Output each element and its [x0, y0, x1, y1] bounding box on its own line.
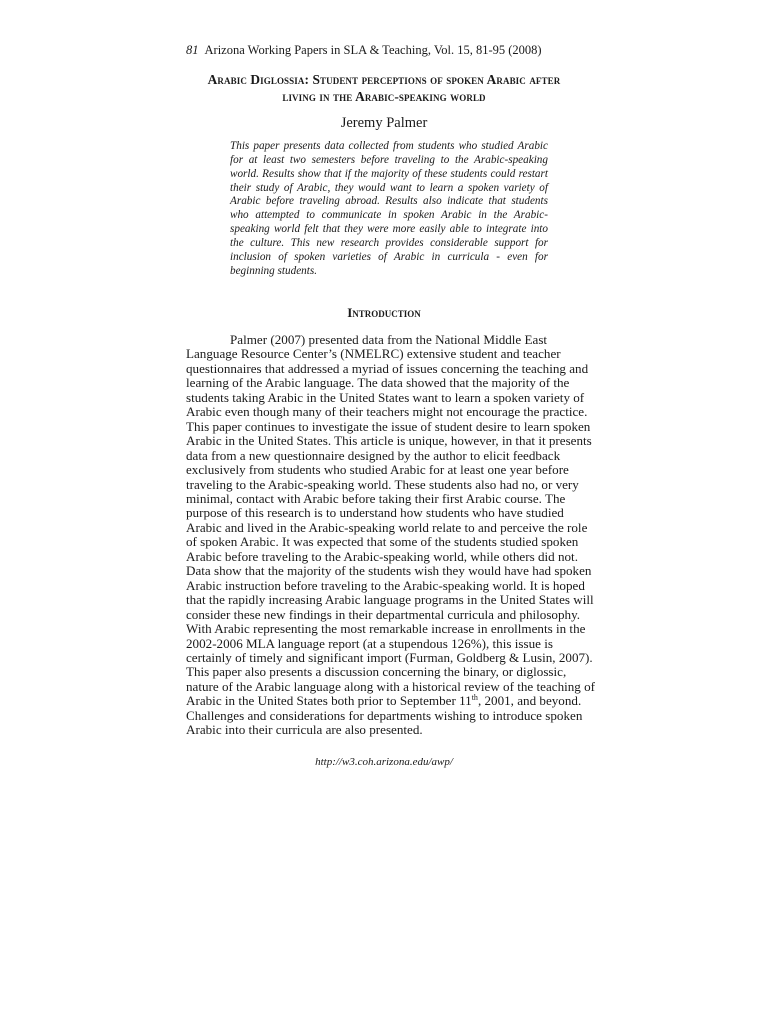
body-line: Data show that the majority of the students wish they would have had spoken [186, 563, 592, 579]
abstract [230, 140, 548, 278]
body-line: This paper also presents a discussion concerning the binary, or diglossic, [186, 664, 567, 680]
body-line: consider these new findings in their departmental curricula and philosophy. [186, 606, 581, 622]
title-line: Arabic Diglossia: Student perceptions of spoken Arabic after [207, 72, 561, 87]
body-line: exclusively from students who studied Arabic for at least one year before [186, 462, 569, 478]
abstract-line: inclusion of spoken varieties of Arabic in curricula - even for [230, 250, 548, 263]
body-line: Arabic even though many of their teachers might not encourage the practice. [186, 404, 588, 420]
body-line: Arabic instruction before traveling to the Arabic-speaking world. It is hoped [186, 577, 585, 593]
body-line: data from a new questionnaire designed by the author to elicit feedback [186, 447, 561, 463]
footer-url: http://w3.coh.arizona.edu/awp/ [315, 756, 453, 768]
body-line: With Arabic representing the most remarkable increase in enrollments in the [186, 621, 586, 637]
body-line: Arabic in the United States. This article is unique, however, in that it presents [186, 433, 592, 449]
body-line: traveling to the Arabic-speaking world. These students also had no, or very [186, 476, 579, 492]
body-line: This paper continues to investigate the issue of student desire to learn spoken [186, 418, 591, 434]
abstract-line: world. Results show that if the majority of these students could restart [230, 167, 548, 180]
ordinal-superscript: th [471, 693, 478, 703]
abstract-line: This paper presents data collected from students who studied Arabic [230, 140, 548, 152]
body-line: purpose of this research is to understand how students who have studied [186, 505, 564, 521]
paper-title [170, 71, 598, 105]
body-line: 2002-2006 MLA language report (at a stupendous 126%), this issue is [186, 635, 553, 651]
abstract-line: who attempted to communicate in spoken Arabic in the Arabic- [230, 209, 548, 222]
abstract-line: their study of Arabic, they would want to learn a spoken variety of [230, 181, 548, 194]
abstract-line: the culture. This new research provides considerable support for [230, 236, 548, 249]
body-line: that the rapidly increasing Arabic language programs in the United States will [186, 592, 594, 608]
body-line: students taking Arabic in the United States want to learn a spoken variety of [186, 389, 585, 405]
title-line: living in the Arabic-speaking world [282, 89, 486, 104]
body-line: Challenges and considerations for departments wishing to introduce spoken [186, 707, 583, 723]
body-line: of spoken Arabic. It was expected that some of the students studied spoken [186, 534, 579, 550]
body-line: learning of the Arabic language. The data showed that the majority of the [186, 375, 570, 391]
body-line: Arabic before traveling to the Arabic-speaking world, while others did not. [186, 548, 578, 564]
body-text [186, 332, 596, 738]
body-line: certainly of timely and significant import (Furman, Goldberg & Lusin, 2007). [186, 649, 593, 665]
body-line-text: Arabic in the United States both prior to September 11 [186, 693, 472, 709]
journal-citation: Arizona Working Papers in SLA & Teaching, Vol. 15, 81-95 (2008) [204, 43, 542, 57]
author-name: Jeremy Palmer [340, 115, 428, 131]
body-line: Arabic into their curricula are also presented. [186, 722, 423, 738]
abstract-line: Arabic before traveling abroad. Results also indicate that students [230, 195, 548, 208]
body-line-text: , 2001, and beyond. [477, 693, 582, 709]
page-number: 81 [186, 43, 199, 57]
abstract-line: for at least two semesters before traveling to the Arabic-speaking [230, 153, 548, 166]
body-line: Arabic and lived in the Arabic-speaking world relate to and perceive the role [186, 519, 588, 535]
abstract-line: speaking world felt that they were more easily able to integrate into [230, 223, 548, 236]
body-line: Palmer (2007) presented data from the National Middle East [230, 332, 548, 347]
running-header [186, 43, 542, 58]
body-line: minimal, contact with Arabic before taking their first Arabic course. The [186, 490, 566, 506]
body-line: nature of the Arabic language along with a historical review of the teaching of [186, 678, 596, 694]
section-heading: Introduction [347, 305, 421, 320]
body-line: Language Resource Center’s (NMELRC) extensive student and teacher [186, 346, 561, 362]
abstract-line: beginning students. [230, 264, 318, 277]
body-line: questionnaires that addressed a myriad of issues concerning the teaching and [186, 360, 589, 376]
body-line [186, 694, 584, 708]
